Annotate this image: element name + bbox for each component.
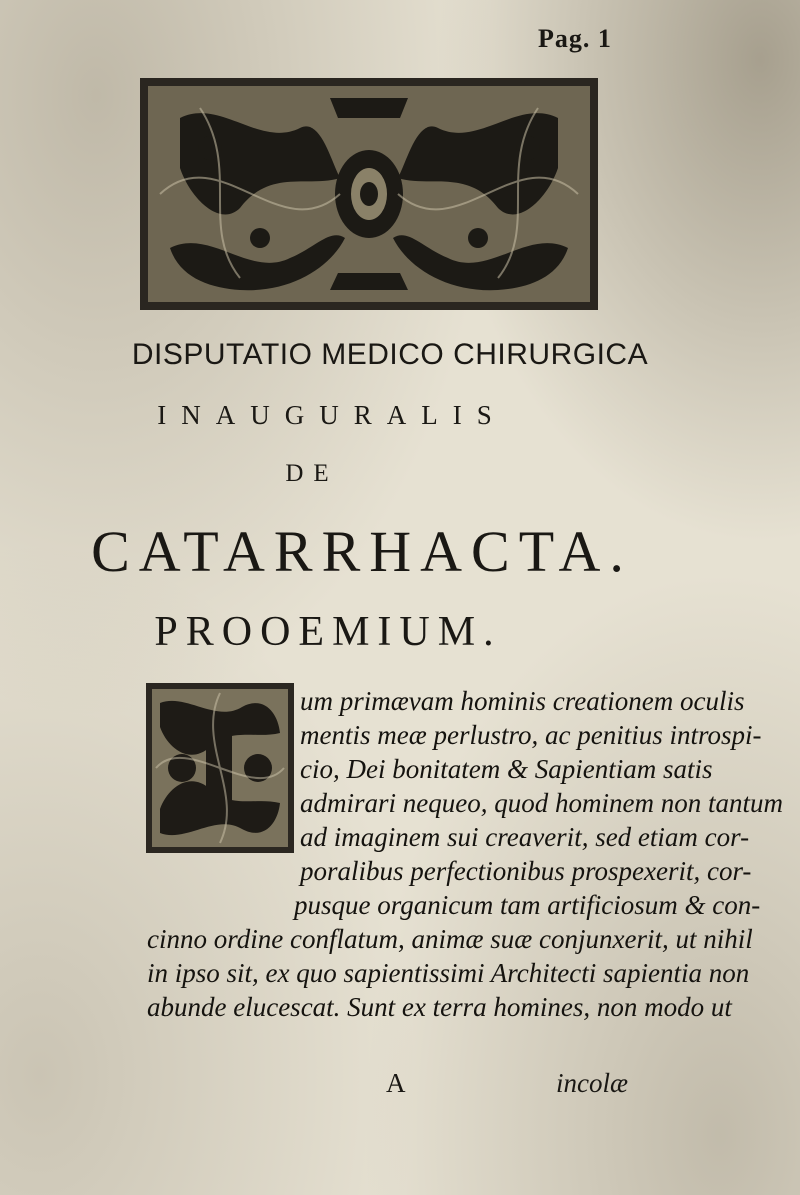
decorated-initial-icon bbox=[146, 683, 294, 853]
page-number: Pag. 1 bbox=[538, 24, 612, 53]
body-line-3: cio, Dei bonitatem & Sapientiam satis bbox=[300, 754, 713, 784]
signature-mark: A bbox=[386, 1068, 406, 1098]
ornamental-headpiece-icon bbox=[140, 78, 598, 310]
title-de: DE bbox=[285, 460, 339, 487]
title-disputatio: DISPUTATIO MEDICO CHIRURGICA bbox=[131, 338, 649, 371]
footer-row bbox=[0, 1068, 800, 1102]
title-inauguralis: INAUGURALIS bbox=[157, 400, 507, 430]
body-line-2: mentis meæ perlustro, ac penitius introspi- bbox=[300, 720, 762, 750]
body-line-6: poralibus perfectionibus prospexerit, cor- bbox=[300, 856, 752, 886]
body-line-1: um primævam hominis creationem oculis bbox=[300, 686, 745, 716]
body-line-4: admirari nequeo, quod hominem non tantum bbox=[300, 788, 783, 818]
body-line-5: ad imaginem sui creaverit, sed etiam cor- bbox=[300, 822, 750, 852]
body-line-8: cinno ordine conflatum, animæ suæ conjunxerit, ut nihil bbox=[147, 924, 753, 954]
body-line-7: pusque organicum tam artificiosum & con- bbox=[294, 890, 761, 920]
body-line-10: abunde elucescat. Sunt ex terra homines, non modo ut bbox=[147, 992, 732, 1022]
title-prooemium: PROOEMIUM. bbox=[154, 609, 502, 655]
catchword: incolæ bbox=[556, 1068, 628, 1098]
title-catarrhacta: CATARRHACTA. bbox=[91, 519, 633, 584]
body-line-9: in ipso sit, ex quo sapientissimi Architecti sapientia non bbox=[147, 958, 750, 988]
